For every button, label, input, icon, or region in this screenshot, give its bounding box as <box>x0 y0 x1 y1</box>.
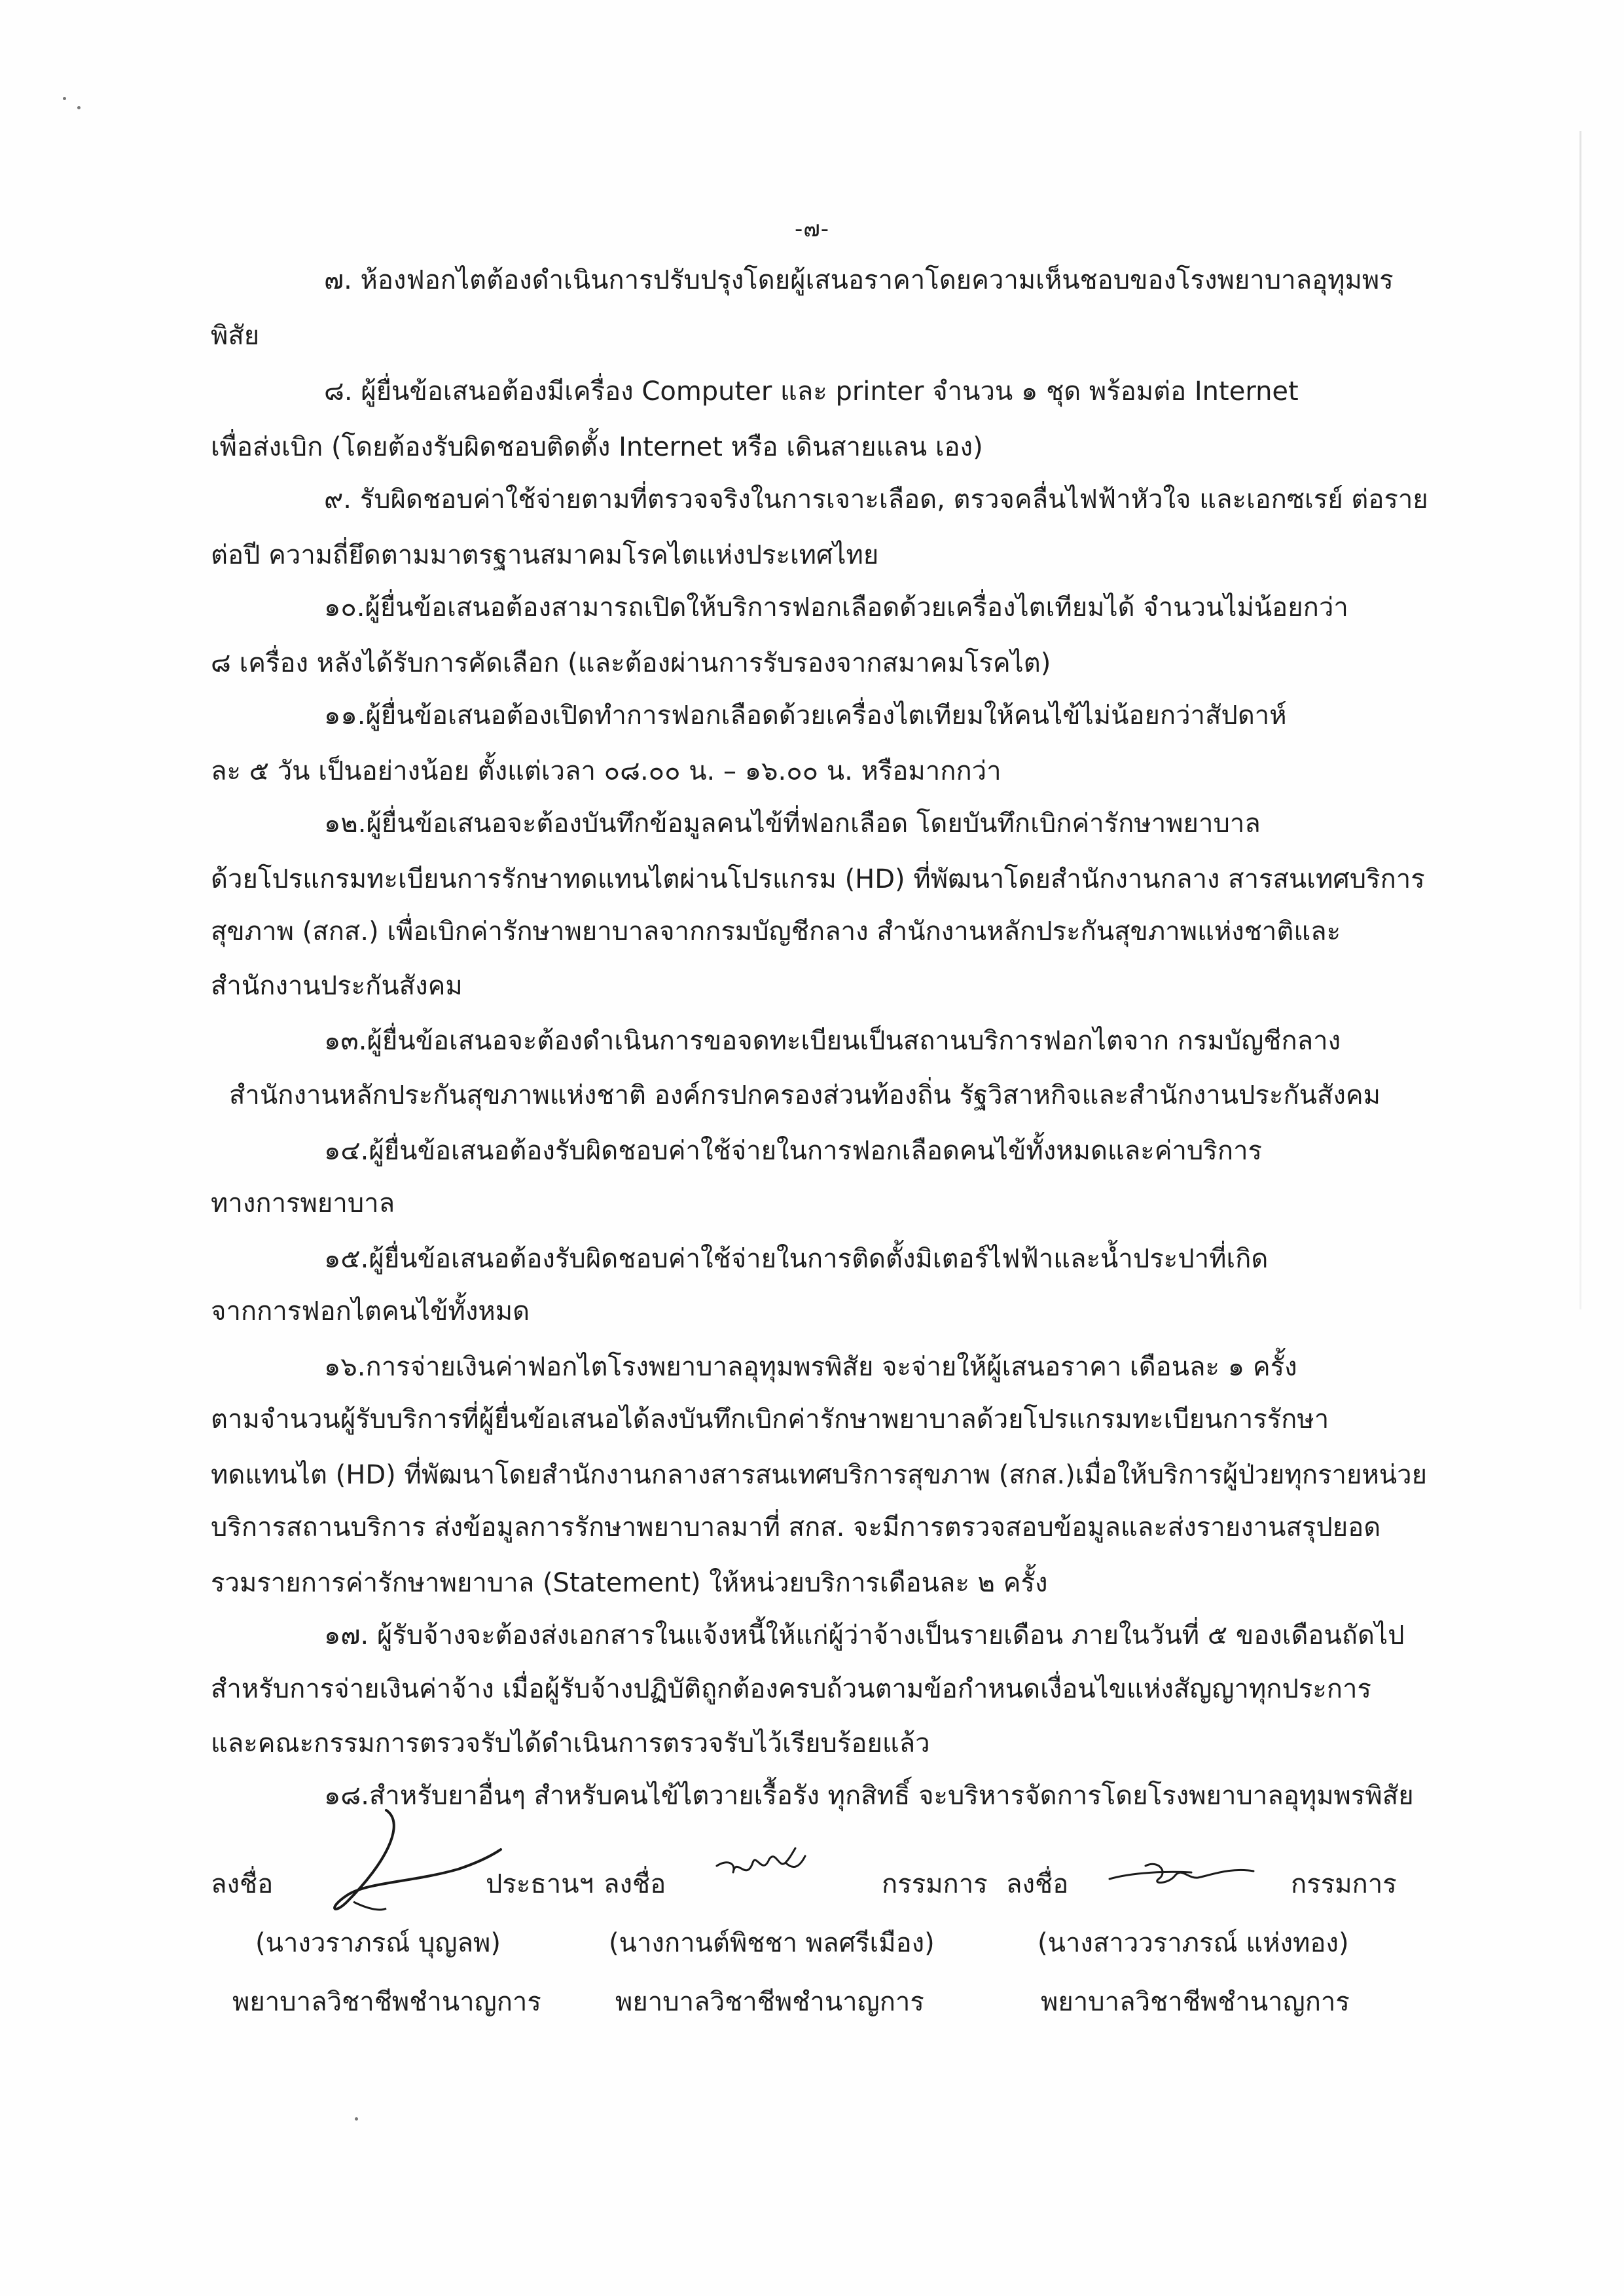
item-7-line-2: พิสัย <box>211 321 260 351</box>
scan-edge-shadow <box>1579 131 1581 1309</box>
item-7-line-1: ๗. ห้องฟอกไตต้องดำเนินการปรับปรุงโดยผู้เสนอราคาโดยความเห็นชอบของโรงพยาบาลอุทุมพร <box>324 265 1394 295</box>
item-16-line-5: รวมรายการค่ารักษาพยาบาล (Statement) ให้หน่วยบริการเดือนละ ๒ ครั้ง <box>211 1568 1048 1598</box>
item-12-line-4: สำนักงานประกันสังคม <box>211 971 463 1001</box>
item-16-line-2: ตามจำนวนผู้รับบริการที่ผู้ยื่นข้อเสนอได้ลงบันทึกเบิกค่ารักษาพยาบาลด้วยโปรแกรมทะเบียนการรักษา <box>211 1404 1329 1434</box>
item-10-line-2: ๘ เครื่อง หลังได้รับการคัดเลือก (และต้องผ่านการรับรองจากสมาคมโรคไต) <box>211 648 1051 678</box>
scan-speck <box>63 97 66 100</box>
item-12-line-1: ๑๒.ผู้ยื่นข้อเสนอจะต้องบันทึกข้อมูลคนไข้ที่ฟอกเลือด โดยบันทึกเบิกค่ารักษาพยาบาล <box>324 809 1261 839</box>
signature-3-image <box>1106 1853 1257 1892</box>
item-10-line-1: ๑๐.ผู้ยื่นข้อเสนอต้องสามารถเปิดให้บริการฟอกเลือดด้วยเครื่องไตเทียมได้ จำนวนไม่น้อยกว่า <box>324 592 1348 623</box>
role-committee-1: กรรมการ <box>882 1869 988 1899</box>
item-17-line-1: ๑๗. ผู้รับจ้างจะต้องส่งเอกสารในแจ้งหนี้ให้แก่ผู้ว่าจ้างเป็นรายเดือน ภายในวันที่ ๕ ของเดือนถัดไป <box>324 1620 1405 1650</box>
signer-2-title: พยาบาลวิชาชีพชำนาญการ <box>615 1987 924 2017</box>
item-11-line-1: ๑๑.ผู้ยื่นข้อเสนอต้องเปิดทำการฟอกเลือดด้วยเครื่องไตเทียมให้คนไข้ไม่น้อยกว่าสัปดาห์ <box>324 701 1287 731</box>
sign-label-2: ลงชื่อ <box>604 1869 666 1899</box>
item-16-line-1: ๑๖.การจ่ายเงินค่าฟอกไตโรงพยาบาลอุทุมพรพิสัย จะจ่ายให้ผู้เสนอราคา เดือนละ ๑ ครั้ง <box>324 1352 1297 1382</box>
item-8-line-2: เพื่อส่งเบิก (โดยต้องรับผิดชอบติดตั้ง Internet หรือ เดินสายแลน เอง) <box>211 432 983 462</box>
item-11-line-2: ละ ๕ วัน เป็นอย่างน้อย ตั้งแต่เวลา ๐๘.๐๐ น. – ๑๖.๐๐ น. หรือมากกว่า <box>211 756 1001 786</box>
signer-2-name: (นางกานต์พิชชา พลศรีเมือง) <box>609 1928 935 1958</box>
scan-speck <box>77 106 81 109</box>
item-15-line-2: จากการฟอกไตคนไข้ทั้งหมด <box>211 1296 530 1326</box>
item-8-line-1: ๘. ผู้ยื่นข้อเสนอต้องมีเครื่อง Computer และ printer จำนวน ๑ ชุด พร้อมต่อ Internet <box>324 376 1299 407</box>
role-committee-2: กรรมการ <box>1291 1869 1397 1899</box>
page-number: -๗- <box>794 216 830 242</box>
signer-1-name: (นางวราภรณ์ บุญลพ) <box>255 1928 501 1958</box>
item-17-line-2: สำหรับการจ่ายเงินค่าจ้าง เมื่อผู้รับจ้างปฏิบัติถูกต้องครบถ้วนตามข้อกำหนดเงื่อนไขแห่งสัญญาทุกประการ <box>211 1674 1371 1704</box>
scan-speck <box>355 2117 358 2121</box>
signer-3-title: พยาบาลวิชาชีพชำนาญการ <box>1041 1987 1350 2017</box>
item-14-line-1: ๑๔.ผู้ยื่นข้อเสนอต้องรับผิดชอบค่าใช้จ่ายในการฟอกเลือดคนไข้ทั้งหมดและค่าบริการ <box>324 1136 1263 1166</box>
item-9-line-2: ต่อปี ความถี่ยึดตามมาตรฐานสมาคมโรคไตแห่งประเทศไทย <box>211 540 879 570</box>
item-15-line-1: ๑๕.ผู้ยื่นข้อเสนอต้องรับผิดชอบค่าใช้จ่ายในการติดตั้งมิเตอร์ไฟฟ้าและน้ำประปาที่เกิด <box>324 1244 1269 1274</box>
role-chairman: ประธานฯ <box>486 1869 594 1899</box>
item-9-line-1: ๙. รับผิดชอบค่าใช้จ่ายตามที่ตรวจจริงในการเจาะเลือด, ตรวจคลื่นไฟฟ้าหัวใจ และเอกซเรย์ ต่อราย <box>324 484 1428 515</box>
signer-1-title: พยาบาลวิชาชีพชำนาญการ <box>232 1987 541 2017</box>
item-18-line-1: ๑๘.สำหรับยาอื่นๆ สำหรับคนไข้ไตวายเรื้อรัง ทุกสิทธิ์ จะบริหารจัดการโดยโรงพยาบาลอุทุมพรพิสัย <box>324 1781 1414 1811</box>
sign-label-1: ลงชื่อ <box>211 1869 274 1899</box>
sign-label-3: ลงชื่อ <box>1006 1869 1069 1899</box>
item-16-line-4: บริการสถานบริการ ส่งข้อมูลการรักษาพยาบาลมาที่ สกส. จะมีการตรวจสอบข้อมูลและส่งรายงานสรุปยอด <box>211 1512 1381 1542</box>
item-16-line-3: ทดแทนไต (HD) ที่พัฒนาโดยสำนักงานกลางสารสนเทศบริการสุขภาพ (สกส.)เมื่อให้บริการผู้ป่วยทุกรายหน่วย <box>211 1460 1428 1490</box>
item-13-line-1: ๑๓.ผู้ยื่นข้อเสนอจะต้องดำเนินการขอจดทะเบียนเป็นสถานบริการฟอกไตจาก กรมบัญชีกลาง <box>324 1026 1341 1056</box>
signer-3-name: (นางสาววราภรณ์ แห่งทอง) <box>1038 1928 1349 1958</box>
signature-1-image <box>308 1804 504 1928</box>
item-12-line-3: สุขภาพ (สกส.) เพื่อเบิกค่ารักษาพยาบาลจากกรมบัญชีกลาง สำนักงานหลักประกันสุขภาพแห่งชาติและ <box>211 917 1341 947</box>
signature-2-image <box>713 1843 812 1889</box>
item-14-line-2: ทางการพยาบาล <box>211 1188 395 1218</box>
item-13-line-2: สำนักงานหลักประกันสุขภาพแห่งชาติ องค์กรปกครองส่วนท้องถิ่น รัฐวิสาหกิจและสำนักงานประกันสังคม <box>229 1080 1381 1110</box>
item-12-line-2: ด้วยโปรแกรมทะเบียนการรักษาทดแทนไตผ่านโปรแกรม (HD) ที่พัฒนาโดยสำนักงานกลาง สารสนเทศบริการ <box>211 864 1425 894</box>
item-17-line-3: และคณะกรรมการตรวจรับได้ดำเนินการตรวจรับไว้เรียบร้อยแล้ว <box>211 1728 930 1758</box>
